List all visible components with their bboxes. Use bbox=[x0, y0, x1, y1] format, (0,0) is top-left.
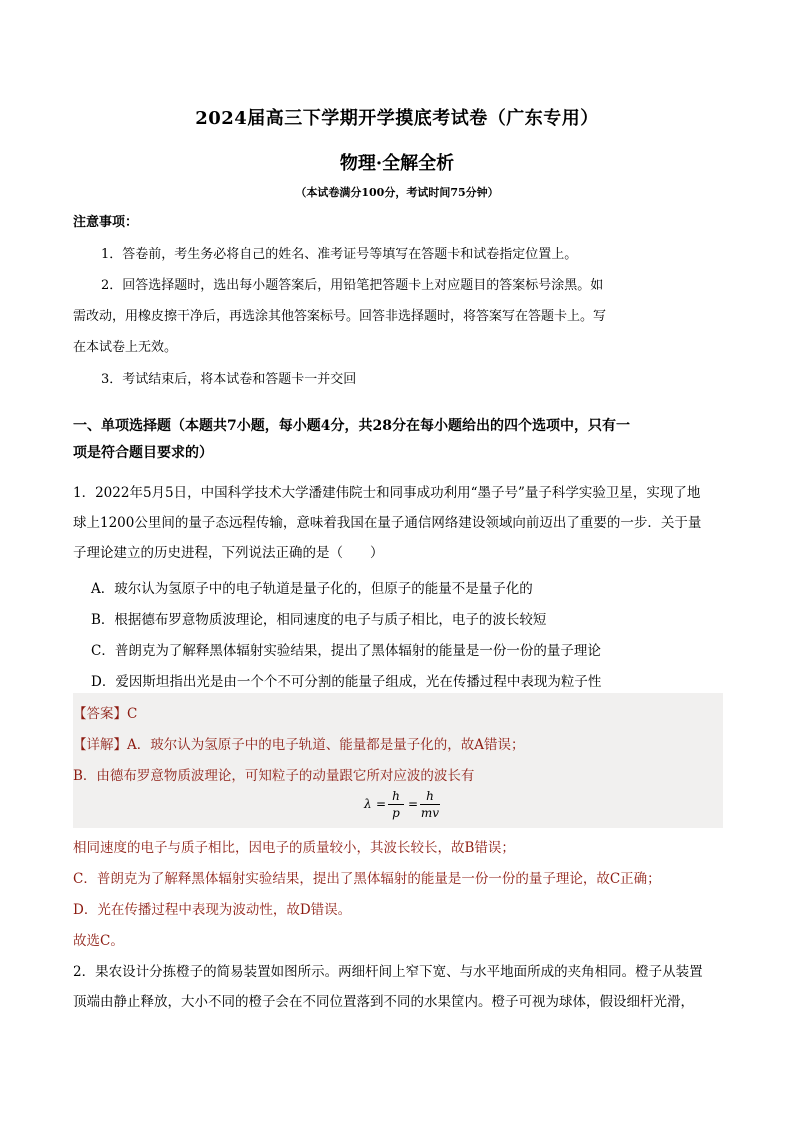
answer-label: 【答案】 bbox=[73, 706, 127, 722]
question-2-stem-line-2: 顶端由静止释放，大小不同的橙子会在不同位置落到不同的水果筐内。橙子可视为球体，假设细杆光滑， bbox=[73, 994, 694, 1010]
detail-option-b: B．由德布罗意物质波理论，可知粒子的动量跟它所对应波的波长有 bbox=[73, 768, 475, 784]
notice-item-3: 3．考试结束后，将本试卷和答题卡一并交回 bbox=[101, 372, 357, 387]
de-broglie-formula bbox=[364, 789, 444, 829]
notice-item-2-line-1: 2．回答选择题时，选出每小题答案后，用铅笔把答题卡上对应题目的答案标号涂黑。如 bbox=[101, 278, 604, 293]
notice-heading: 注意事项： bbox=[73, 215, 139, 230]
section-heading-line-1: 一、单项选择题（本题共7小题，每小题4分，共28分在每小题给出的四个选项中，只有一 bbox=[73, 418, 630, 434]
page-title: 2024届高三下学期开学摸底考试卷（广东专用） bbox=[195, 108, 599, 129]
exam-info: （本试卷满分100分，考试时间75分钟） bbox=[295, 186, 499, 199]
formula-equals-1: = bbox=[376, 797, 387, 811]
question-2-stem-line-1: 2．果农设计分拣橙子的简易装置如图所示。两细杆间上窄下宽、与水平地面所成的夹角相同。橙子从装置 bbox=[73, 964, 703, 980]
detail-option-c: C．普朗克为了解释黑体辐射实验结果，提出了黑体辐射的能量是一份一份的量子理论，故C正确； bbox=[73, 871, 661, 887]
formula-fraction-2-bar bbox=[420, 804, 440, 805]
formula-fraction-2-denominator: mv bbox=[420, 806, 440, 820]
formula-equals-2: = bbox=[408, 797, 419, 811]
question-1-stem-line-2: 球上1200公里间的量子态远程传输，意味着我国在量子通信网络建设领域向前迈出了重要的一步．关于量 bbox=[73, 515, 702, 531]
formula-fraction-1-bar bbox=[388, 804, 404, 805]
page-subtitle: 物理·全解全析 bbox=[339, 153, 455, 174]
question-2-stem bbox=[73, 957, 725, 1017]
formula-lambda: λ bbox=[364, 797, 372, 811]
notice-item-2-line-2: 需改动，用橡皮擦干净后，再选涂其他答案标号。回答非选择题时，将答案写在答题卡上。写 bbox=[73, 309, 607, 324]
section-heading-line-2: 项是符合题目要求的） bbox=[73, 445, 213, 461]
answer-line bbox=[73, 702, 137, 722]
question-1-option-b: B．根据德布罗意物质波理论，相同速度的电子与质子相比，电子的波长较短 bbox=[91, 612, 547, 628]
answer-value: C bbox=[127, 706, 138, 722]
formula-fraction-1-numerator: h bbox=[392, 789, 400, 803]
question-1-option-c: C．普朗克为了解释黑体辐射实验结果，提出了黑体辐射的能量是一份一份的量子理论 bbox=[91, 643, 601, 659]
section-heading bbox=[73, 413, 723, 467]
question-1-stem-line-3: 子理论建立的历史进程，下列说法正确的是（ ） bbox=[73, 545, 384, 561]
formula-fraction-1-denominator: p bbox=[392, 806, 400, 820]
question-1-stem-line-1: 1．2022年5月5日，中国科学技术大学潘建伟院士和同事成功利用“墨子号”量子科学实验卫星，实现了地 bbox=[73, 485, 701, 501]
question-1-stem bbox=[73, 478, 725, 568]
answer-conclusion: 故选C。 bbox=[73, 933, 124, 949]
detail-label: 【详解】 bbox=[73, 737, 127, 753]
formula-fraction-2-numerator: h bbox=[426, 789, 434, 803]
notice-item-1: 1．答卷前，考生务必将自己的姓名、准考证号等填写在答题卡和试卷指定位置上。 bbox=[101, 247, 578, 262]
detail-option-a: A．玻尔认为氢原子中的电子轨道、能量都是量子化的，故A错误； bbox=[127, 737, 525, 753]
detail-option-b-conclusion: 相同速度的电子与质子相比，因电子的质量较小，其波长较长，故B错误； bbox=[73, 840, 515, 856]
notice-item-2-line-3: 在本试卷上无效。 bbox=[73, 340, 178, 355]
detail-line-a bbox=[73, 733, 525, 753]
question-1-option-d: D．爱因斯坦指出光是由一个个不可分割的能量子组成，光在传播过程中表现为粒子性 bbox=[91, 674, 602, 690]
detail-option-d: D．光在传播过程中表现为波动性，故D错误。 bbox=[73, 902, 352, 918]
question-1-option-a: A．玻尔认为氢原子中的电子轨道是量子化的，但原子的能量不是量子化的 bbox=[91, 581, 533, 597]
